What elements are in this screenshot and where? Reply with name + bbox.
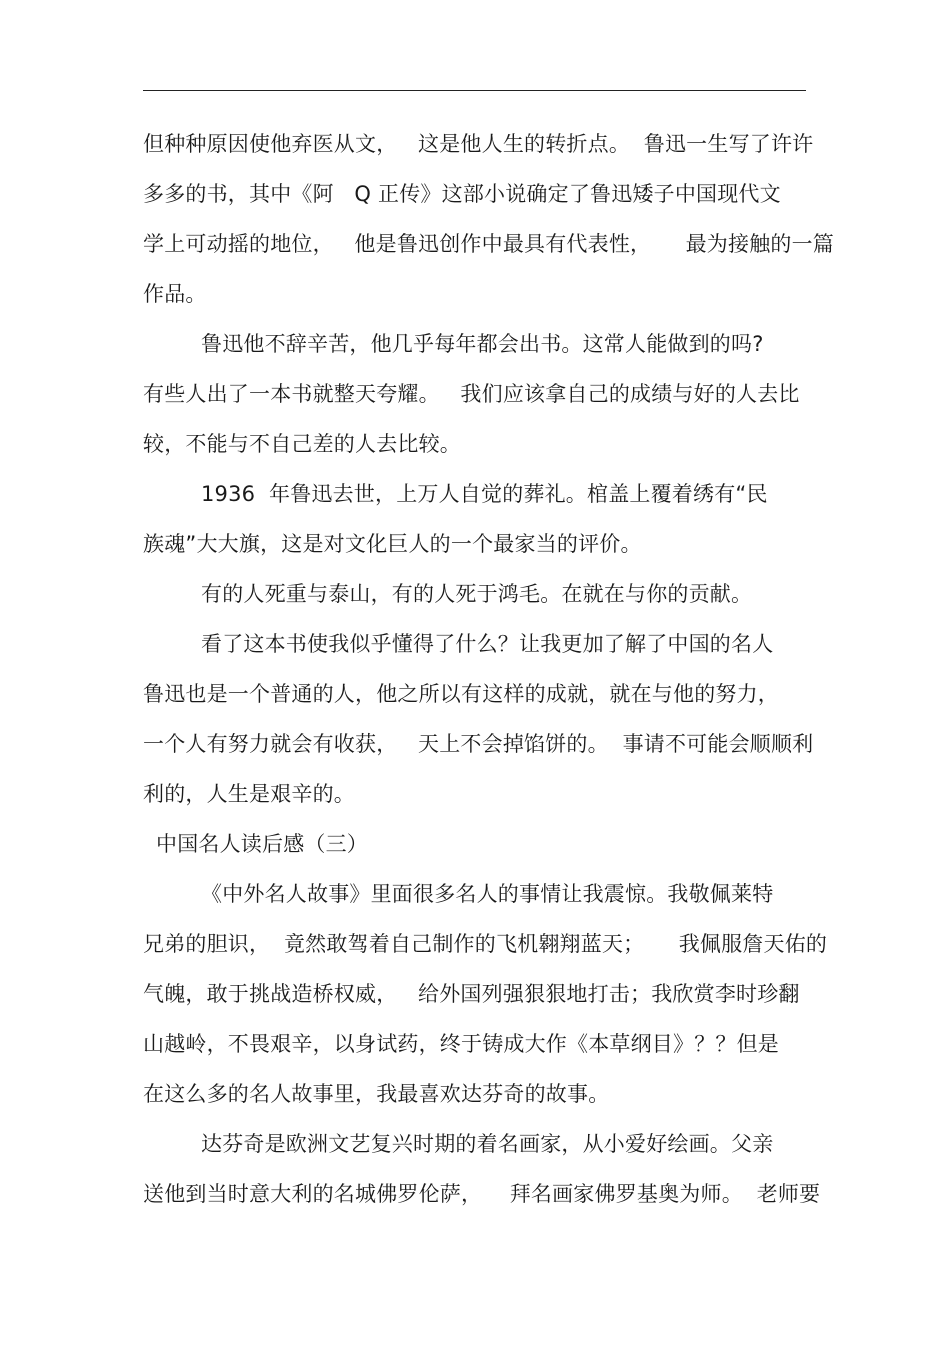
text-line: 兄弟的胆识， 竟然敢驾着自己制作的飞机翱翔蓝天； 我佩服詹天佑的 — [143, 932, 828, 956]
text-line: 族魂”大大旗，这是对文化巨人的一个最家当的评价。 — [143, 532, 642, 556]
text-line: 利的，人生是艰辛的。 — [143, 782, 355, 806]
text-line: 作品。 — [143, 282, 207, 306]
text-line: 在这么多的名人故事里，我最喜欢达芬奇的故事。 — [143, 1082, 610, 1106]
text-line: 一个人有努力就会有收获， 天上不会掉馅饼的。 事请不可能会顺顺利 — [143, 732, 814, 756]
text-line: 有些人出了一本书就整天夸耀。 我们应该拿自己的成绩与好的人去比 — [143, 382, 800, 406]
text-line: 鲁迅也是一个普通的人，他之所以有这样的成就，就在与他的努力， — [143, 682, 779, 706]
text-line: 较，不能与不自己差的人去比较。 — [143, 432, 461, 456]
text-line: 山越岭，不畏艰辛，以身试药，终于铸成大作《本草纲目》？？但是 — [143, 1032, 779, 1056]
paragraph-first-line: 《中外名人故事》里面很多名人的事情让我震惊。我敬佩莱特 — [201, 882, 774, 906]
paragraph-first-line: 有的人死重与泰山，有的人死于鸿毛。在就在与你的贡献。 — [201, 582, 753, 606]
text-line: 但种种原因使他弃医从文， 这是他人生的转折点。 鲁迅一生写了许许 — [143, 132, 814, 156]
text-line: 学上可动摇的地位， 他是鲁迅创作中最具有代表性， 最为接触的一篇 — [143, 232, 834, 256]
paragraph-first-line: 看了这本书使我似乎懂得了什么？让我更加了解了中国的名人 — [201, 632, 774, 656]
paragraph-first-line: 鲁迅他不辞辛苦，他几乎每年都会出书。这常人能做到的吗? — [201, 332, 764, 356]
text-line: 送他到当时意大利的名城佛罗伦萨， 拜名画家佛罗基奥为师。 老师要 — [143, 1182, 821, 1206]
paragraph-first-line: 1936 年鲁迅去世，上万人自觉的葬礼。棺盖上覆着绣有“民 — [201, 482, 768, 506]
paragraph-first-line: 达芬奇是欧洲文艺复兴时期的着名画家，从小爱好绘画。父亲 — [201, 1132, 774, 1156]
text-line: 多多的书，其中《阿 Q 正传》这部小说确定了鲁迅矮子中国现代文 — [143, 182, 781, 206]
section-heading: 中国名人读后感（三） — [156, 832, 368, 856]
text-line: 气魄，敢于挑战造桥权威， 给外国列强狠狠地打击；我欣赏李时珍翻 — [143, 982, 800, 1006]
